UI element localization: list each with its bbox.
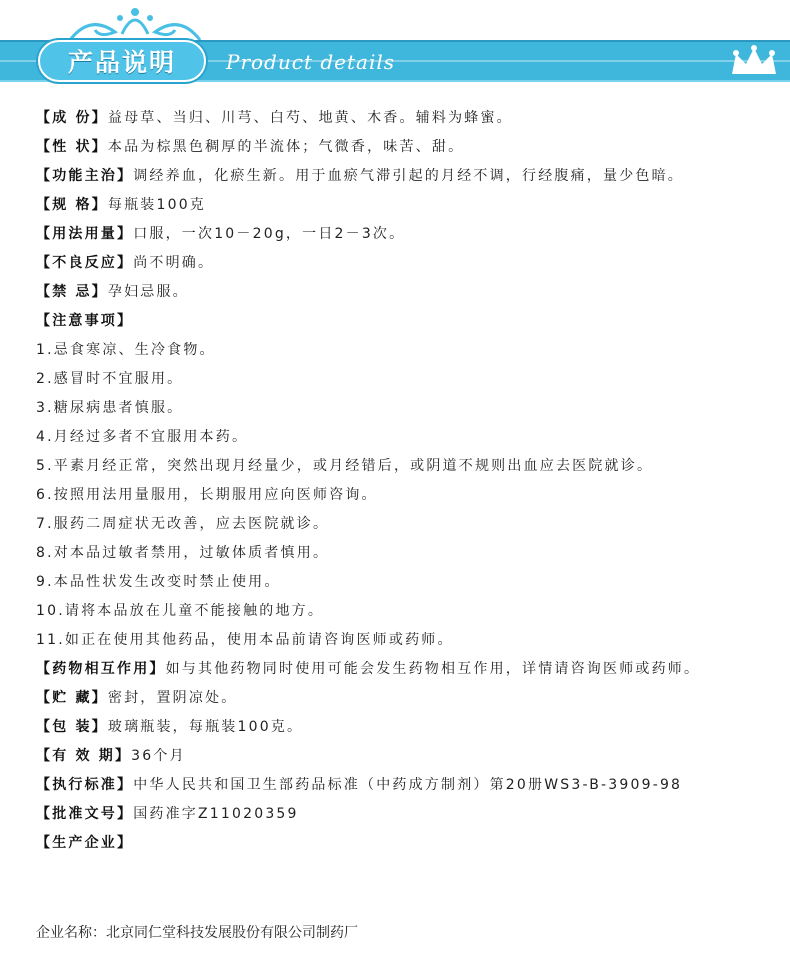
dosage-label: 【用法用量】 xyxy=(36,226,134,242)
properties-row xyxy=(36,133,766,162)
contraindications-row xyxy=(36,278,766,307)
interactions-value: 如与其他药物同时使用可能会发生药物相互作用，详情请咨询医师或药师。 xyxy=(165,661,701,677)
precautions-heading-row xyxy=(36,307,766,336)
precaution-item: 10.请将本品放在儿童不能接触的地方。 xyxy=(36,603,325,619)
approval-row xyxy=(36,800,766,829)
precaution-item: 6.按照用法用量服用，长期服用应向医师咨询。 xyxy=(36,487,378,503)
precaution-item: 9.本品性状发生改变时禁止使用。 xyxy=(36,574,281,590)
precaution-item: 11.如正在使用其他药品，使用本品前请咨询医师或药师。 xyxy=(36,632,454,648)
precaution-item: 1.忌食寒凉、生冷食物。 xyxy=(36,342,216,358)
specification-label: 【规 格】 xyxy=(36,197,108,213)
page-subtitle: Product details xyxy=(226,50,395,74)
precaution-item: 2.感冒时不宜服用。 xyxy=(36,371,184,387)
properties-value: 本品为棕黑色稠厚的半流体；气微香，味苦、甜。 xyxy=(107,139,465,155)
specification-value: 每瓶装100克 xyxy=(107,197,206,213)
storage-label: 【贮 藏】 xyxy=(36,690,108,706)
ingredients-label: 【成 份】 xyxy=(36,110,108,126)
validity-row xyxy=(36,742,766,771)
indications-label: 【功能主治】 xyxy=(36,168,134,184)
indications-row xyxy=(36,162,766,191)
properties-label: 【性 状】 xyxy=(36,139,108,155)
package-label: 【包 装】 xyxy=(36,719,108,735)
precaution-item: 7.服药二周症状无改善，应去医院就诊。 xyxy=(36,516,330,532)
ingredients-value: 益母草、当归、川芎、白芍、地黄、木香。辅料为蜂蜜。 xyxy=(107,110,513,126)
interactions-row xyxy=(36,655,766,684)
validity-value: 36个月 xyxy=(131,748,186,764)
adverse-value: 尚不明确。 xyxy=(133,255,215,271)
standard-value: 中华人民共和国卫生部药品标准（中药成方制剂）第20册WS3-B-3909-98 xyxy=(133,777,683,793)
page-title: 产品说明 xyxy=(67,48,176,77)
manufacturer-label: 【生产企业】 xyxy=(36,835,134,851)
company-name: 企业名称：北京同仁堂科技发展股份有限公司制药厂 xyxy=(36,925,358,941)
package-row xyxy=(36,713,766,742)
specification-row xyxy=(36,191,766,220)
title-pill xyxy=(38,40,206,82)
package-value: 玻璃瓶装，每瓶装100克。 xyxy=(107,719,304,735)
indications-value: 调经养血，化瘀生新。用于血瘀气滞引起的月经不调，行经腹痛，量少色暗。 xyxy=(133,168,685,184)
manufacturer-heading-row xyxy=(36,829,766,858)
contraindications-label: 【禁 忌】 xyxy=(36,284,108,300)
precautions-label: 【注意事项】 xyxy=(36,313,134,329)
dosage-row xyxy=(36,220,766,249)
contraindications-value: 孕妇忌服。 xyxy=(107,284,189,300)
dosage-value: 口服，一次10－20g，一日2－3次。 xyxy=(133,226,406,242)
crown-icon xyxy=(728,44,780,78)
adverse-label: 【不良反应】 xyxy=(36,255,134,271)
storage-row xyxy=(36,684,766,713)
precaution-item: 4.月经过多者不宜服用本药。 xyxy=(36,429,249,445)
precaution-item: 3.糖尿病患者慎服。 xyxy=(36,400,184,416)
precaution-item: 5.平素月经正常，突然出现月经量少，或月经错后，或阴道不规则出血应去医院就诊。 xyxy=(36,458,654,474)
adverse-row xyxy=(36,249,766,278)
approval-label: 【批准文号】 xyxy=(36,806,134,822)
ingredients-row xyxy=(36,104,766,133)
precaution-item: 8.对本品过敏者禁用，过敏体质者慎用。 xyxy=(36,545,330,561)
header-banner xyxy=(0,0,790,100)
approval-value: 国药准字Z11020359 xyxy=(133,806,299,822)
standard-label: 【执行标准】 xyxy=(36,777,134,793)
storage-value: 密封，置阴凉处。 xyxy=(107,690,238,706)
validity-label: 【有 效 期】 xyxy=(36,748,132,764)
interactions-label: 【药物相互作用】 xyxy=(36,661,166,677)
standard-row xyxy=(36,771,766,800)
product-details xyxy=(36,104,766,858)
swirl-ornament-icon xyxy=(60,4,210,44)
